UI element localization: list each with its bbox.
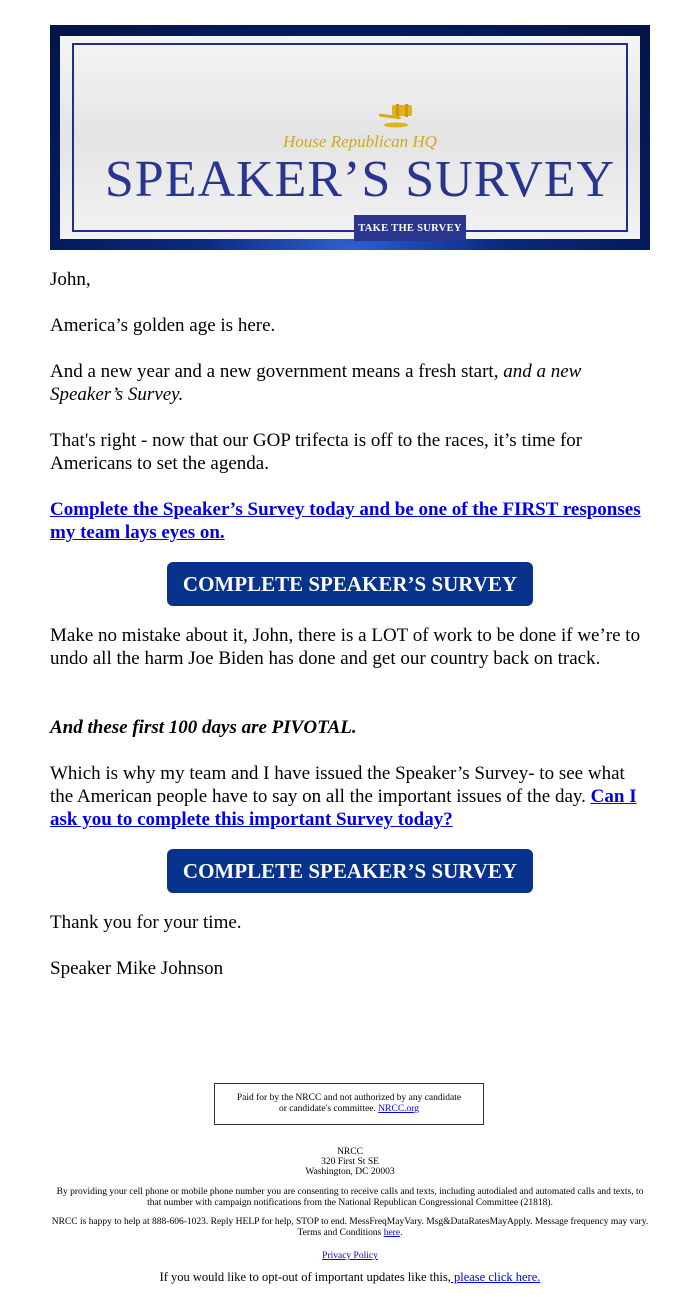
- survey-link-1-wrap: [50, 498, 650, 544]
- paragraph-golden-age: America’s golden age is here.: [50, 315, 276, 336]
- paragraph-work-to-do: Make no mistake about it, John, there is a LOT of work to be done if we’re to undo all the harm Joe Biden has done and get our country back on track.: [50, 625, 641, 669]
- complete-survey-button-2[interactable]: COMPLETE SPEAKER’S SURVEY: [167, 849, 533, 893]
- gavel-icon: [378, 104, 414, 128]
- speakers-survey-banner[interactable]: [50, 25, 650, 250]
- nrcc-org-link[interactable]: NRCC.org: [378, 1104, 420, 1114]
- optout-line: [50, 1270, 650, 1285]
- footer-help: NRCC is happy to help at 888-606-1023. Reply HELP for help, STOP to end. MessFreqMayVary. Msg&DataRatesMayApply. Message frequency may vary. Terms and Conditions here.: [51, 1217, 649, 1238]
- paid-for-text-wrap: [215, 1093, 483, 1115]
- take-survey-button[interactable]: TAKE THE SURVEY: [354, 215, 466, 241]
- privacy-policy-link[interactable]: Privacy Policy: [322, 1251, 378, 1261]
- optout-text: If you would like to opt-out of important updates like this,: [159, 1270, 451, 1284]
- footer-org-name: NRCC: [337, 1147, 363, 1157]
- complete-survey-today-link[interactable]: Can I ask you to complete this important Survey today?: [50, 786, 637, 830]
- paragraph-new-year: [50, 360, 650, 406]
- terms-link[interactable]: here: [383, 1228, 401, 1238]
- footer-address-line1: 320 First St SE: [321, 1157, 379, 1167]
- banner-title: SPEAKER’S SURVEY: [104, 151, 616, 208]
- paragraph-new-year-text: And a new year and a new government means a fresh start,: [50, 361, 504, 382]
- footer-address-line2: Washington, DC 20003: [305, 1167, 395, 1177]
- footer-privacy: [50, 1251, 650, 1262]
- paragraph-trifecta: That's right - now that our GOP trifecta is off to the races, it’s time for Americans to set the agenda.: [50, 430, 583, 474]
- paid-for-disclaimer: [214, 1083, 484, 1125]
- banner-panel: [60, 36, 640, 239]
- thank-you: Thank you for your time.: [50, 912, 242, 933]
- footer-consent: By providing your cell phone or mobile phone number you are consenting to receive calls and texts, including autodialed and automated calls and texts, to that number with campaign notifications from the National Republican Congressional Committee (21818).: [56, 1187, 644, 1208]
- paragraph-pivotal: And these first 100 days are PIVOTAL.: [50, 717, 357, 738]
- paragraph-why-survey: [50, 762, 650, 831]
- complete-survey-link[interactable]: Complete the Speaker’s Survey today and be one of the FIRST responses my team lays eyes on.: [50, 499, 641, 543]
- optout-link[interactable]: please click here.: [450, 1270, 541, 1284]
- paragraph-new-year-italic: and a new Speaker’s Survey.: [50, 361, 582, 405]
- footer-help-text: NRCC is happy to help at 888-606-1023. Reply HELP for help, STOP to end. MessFreqMayVary. Msg&DataRatesMayApply. Message frequency may vary. Terms and Conditions: [51, 1217, 649, 1238]
- paid-for-text: Paid for by the NRCC and not authorized by any candidate or candidate's committee.: [236, 1093, 462, 1114]
- complete-survey-button-1[interactable]: COMPLETE SPEAKER’S SURVEY: [167, 562, 533, 606]
- greeting: John,: [50, 269, 91, 290]
- banner-subtitle: House Republican HQ: [283, 132, 437, 151]
- signature: Speaker Mike Johnson: [50, 958, 224, 979]
- paragraph-why-survey-text: Which is why my team and I have issued the Speaker’s Survey- to see what the American people have to say on all the important issues of the day.: [50, 763, 625, 807]
